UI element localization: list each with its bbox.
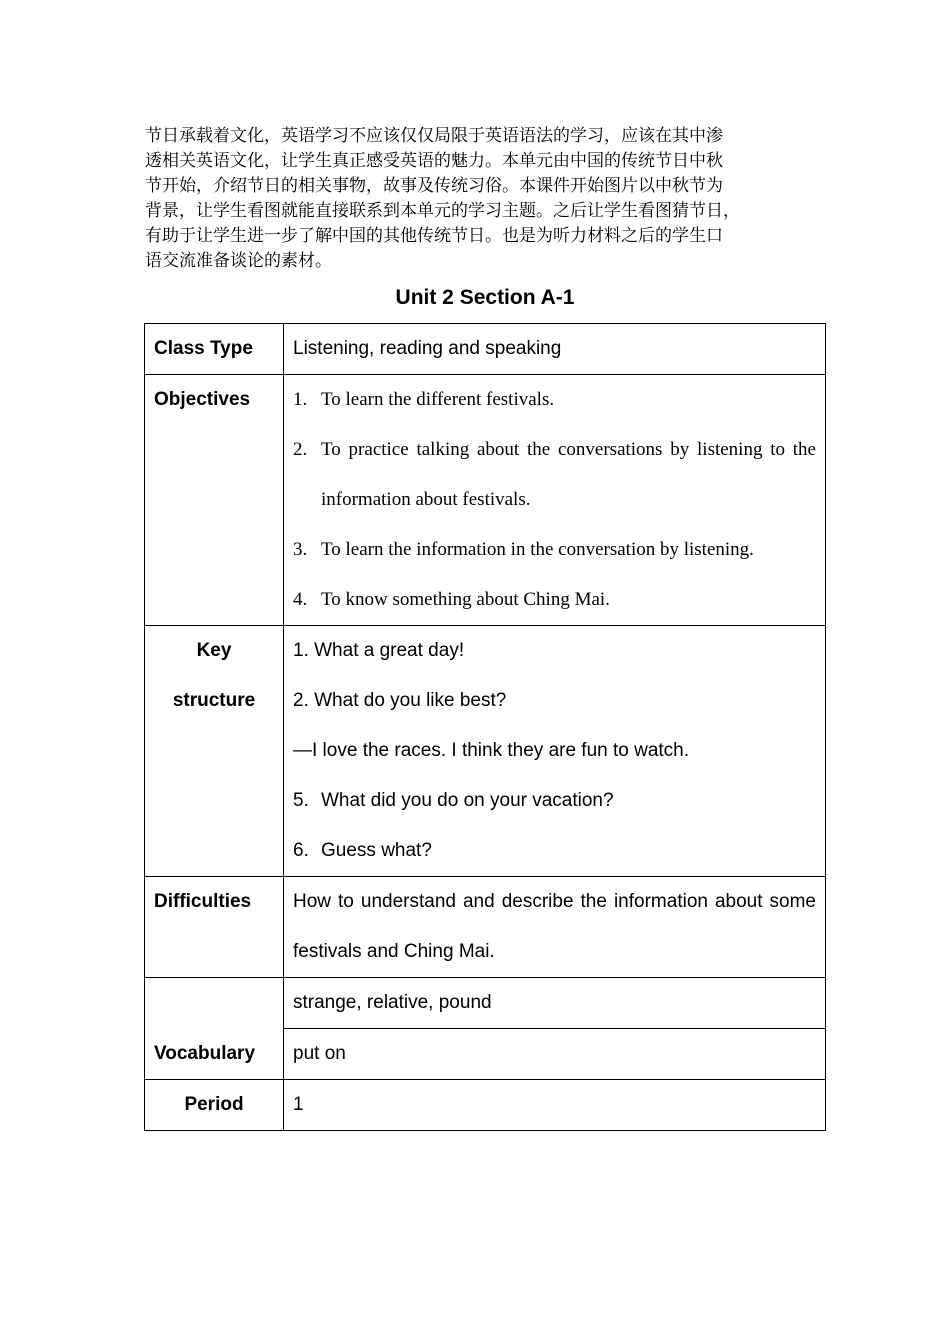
objectives-label: Objectives bbox=[145, 375, 284, 626]
objective-text: To learn the different festivals. bbox=[321, 389, 555, 410]
vocabulary-value: put on bbox=[284, 1029, 826, 1080]
vocabulary-value: strange, relative, pound bbox=[284, 978, 826, 1029]
table-row-key-structure bbox=[145, 626, 826, 877]
intro-line: 节开始，介绍节日的相关事物，故事及传统习俗。本课件开始图片以中秋节为 bbox=[145, 176, 723, 196]
objective-number: 3. bbox=[293, 539, 308, 560]
objective-item bbox=[293, 375, 816, 425]
objective-number: 2. bbox=[293, 439, 308, 460]
objectives-list bbox=[293, 375, 816, 625]
class-type-value: Listening, reading and speaking bbox=[284, 324, 826, 375]
class-type-label: Class Type bbox=[145, 324, 284, 375]
key-structure-label-line: structure bbox=[172, 690, 256, 711]
intro-line: 有助于让学生进一步了解中国的其他传统节日。也是为听力材料之后的学生口 bbox=[145, 226, 723, 246]
period-label: Period bbox=[145, 1080, 284, 1131]
structure-number: 5. bbox=[293, 790, 309, 811]
key-structure-label-line: Key bbox=[196, 640, 232, 661]
objective-text: To know something about Ching Mai. bbox=[321, 589, 610, 610]
objective-number: 1. bbox=[293, 389, 308, 410]
table-row-period bbox=[145, 1080, 826, 1131]
structure-numbered-line bbox=[293, 776, 816, 826]
objective-item bbox=[293, 575, 816, 625]
intro-line: 节日承载着文化，英语学习不应该仅仅局限于英语语法的学习，应该在其中渗 bbox=[145, 126, 723, 146]
key-structure-label bbox=[145, 626, 284, 877]
intro-line: 语交流准备谈论的素材。 bbox=[145, 251, 332, 271]
objective-item bbox=[293, 525, 816, 575]
objective-text: To practice talking about the conversations by listening to the information about festivals. bbox=[321, 439, 816, 510]
period-value: 1 bbox=[284, 1080, 826, 1131]
structure-text: What did you do on your vacation? bbox=[321, 790, 614, 811]
vocabulary-label: Vocabulary bbox=[145, 978, 284, 1080]
key-structure-cell bbox=[284, 626, 826, 877]
objective-item bbox=[293, 425, 816, 525]
structure-number: 6. bbox=[293, 840, 309, 861]
structure-line: 1. What a great day! bbox=[293, 640, 465, 661]
table-row-objectives bbox=[145, 375, 826, 626]
structure-numbered-line bbox=[293, 826, 816, 876]
intro-paragraph bbox=[145, 124, 823, 274]
objective-number: 4. bbox=[293, 589, 308, 610]
page-title: Unit 2 Section A-1 bbox=[395, 286, 575, 309]
intro-line: 透相关英语文化，让学生真正感受英语的魅力。本单元由中国的传统节日中秋 bbox=[145, 151, 723, 171]
intro-line: 背景，让学生看图就能直接联系到本单元的学习主题。之后让学生看图猜节日， bbox=[145, 201, 740, 221]
structure-line: —I love the races. I think they are fun to watch. bbox=[293, 740, 690, 761]
structure-text: Guess what? bbox=[321, 840, 432, 861]
difficulties-value: How to understand and describe the information about some festivals and Ching Mai. bbox=[284, 877, 826, 978]
structure-line: 2. What do you like best? bbox=[293, 690, 507, 711]
objective-text: To learn the information in the conversation by listening. bbox=[321, 539, 754, 560]
objectives-cell bbox=[284, 375, 826, 626]
table-row-class-type bbox=[145, 324, 826, 375]
lesson-plan-table bbox=[144, 323, 826, 1131]
table-row-vocabulary bbox=[145, 978, 826, 1029]
table-row-difficulties bbox=[145, 877, 826, 978]
difficulties-label: Difficulties bbox=[145, 877, 284, 978]
